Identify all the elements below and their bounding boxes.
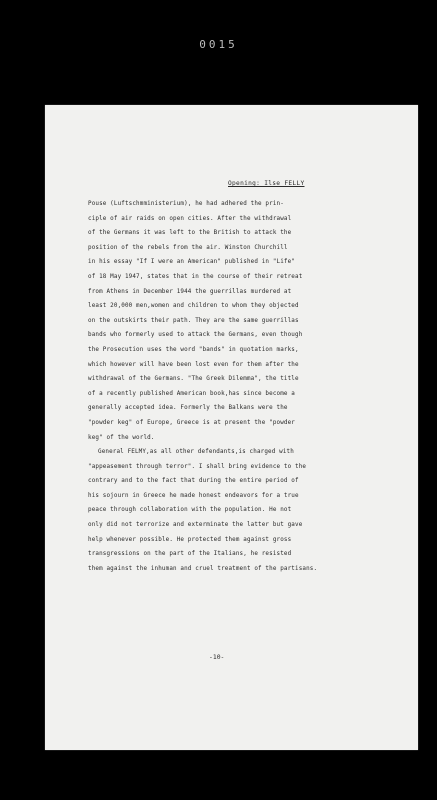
frame-number: 0015 [199, 38, 238, 51]
text-line-indented: General FELMY,as all other defendants,is charged with [98, 449, 294, 456]
text-line: which however will have been lost even for them after the [88, 361, 299, 368]
text-line: generally accepted idea. Formerly the Balkans were the [88, 405, 288, 412]
text-line: help whenever possible. He protected them against gross [88, 536, 292, 543]
text-line: the Prosecution uses the word "bands" in quotation marks, [88, 346, 299, 353]
text-line: transgressions on the part of the Italians, he resisted [88, 551, 292, 558]
text-line: "appeasement through terror". I shall bring evidence to the [88, 463, 307, 470]
text-line: them against the inhuman and cruel treatment of the partisans. [88, 565, 318, 572]
text-line: his sojourn in Greece he made honest endeavors for a true [88, 492, 299, 499]
text-line: in his essay "If I were an American" published in "Life" [88, 259, 296, 266]
text-line: ciple of air raids on open cities. After the withdrawal [88, 215, 292, 222]
document-body [88, 197, 398, 576]
text-line: contrary and to the fact that during the entire period of [88, 478, 299, 485]
text-line: of the Germans it was left to the British to attack the [88, 230, 292, 237]
text-line: of a recently published American book,has since become a [88, 390, 296, 397]
text-line: on the outskirts their path. They are the same guerrillas [88, 317, 299, 324]
page-number: -10- [209, 653, 225, 661]
text-line: least 20,000 men,women and children to whom they objected [88, 303, 299, 310]
text-line: peace through collaboration with the population. He not [88, 507, 292, 514]
text-line: from Athens in December 1944 the guerrillas murdered at [88, 288, 292, 295]
text-line: keg" of the world. [88, 434, 155, 441]
text-line: of 18 May 1947, states that in the course of their retreat [88, 273, 303, 280]
text-line: Pouse (Luftschmministerium), he had adhered the prin- [88, 201, 284, 207]
text-line: only did not terrorize and exterminate the latter but gave [88, 522, 303, 529]
text-line: bands who formerly used to attack the Germans, even though [88, 332, 303, 339]
text-line: withdrawal of the Germans. "The Greek Dilemma", the title [88, 376, 299, 383]
text-line: position of the rebels from the air. Winston Churchill [88, 244, 288, 251]
text-line: "powder keg" of Europe, Greece is at present the "powder [88, 419, 296, 426]
document-heading: Opening: Ilse FELLY [228, 180, 305, 187]
